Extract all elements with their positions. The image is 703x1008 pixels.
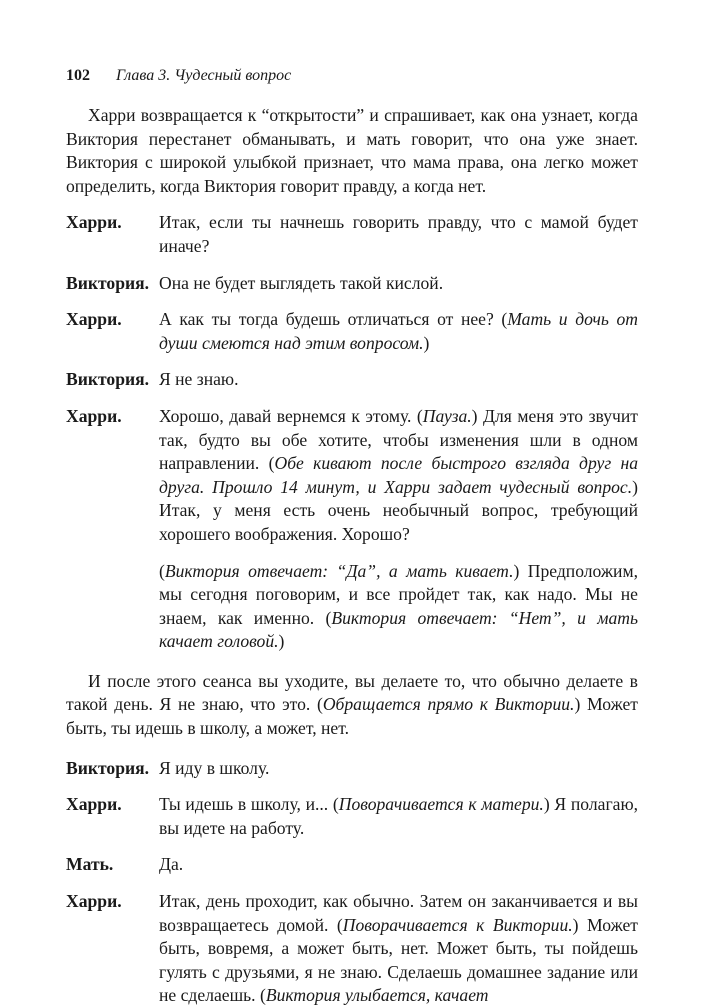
speaker-name: Харри. [66,405,122,426]
paragraph: И после этого сеанса вы уходите, вы делаете то, что обычно делаете в такой день. Я не знаю, что это. (Обращается прямо к Виктории.) Может быть, ты идешь в школу, а может, нет. [66,670,638,739]
dialogue-line [66,757,638,781]
dialogue-line [66,793,638,840]
dialogue-line [66,272,638,296]
stage-direction: Виктория отвечает: “Да”, а мать кивает. [164,560,514,581]
speaker-name: Виктория. [66,272,150,293]
stage-direction: Пауза. [422,405,472,426]
speech-text: Она не будет выглядеть такой кислой. [159,272,444,293]
dialogue-line [66,211,638,258]
stage-direction: Обе кивают после быстрого взгляда друг на друга. Прошло 14 минут, и Харри задает чудесный вопрос. [159,453,638,497]
stage-direction: Обращается прямо к Виктории. [322,694,575,715]
stage-direction: Мать и дочь от души смеются над этим вопросом. [159,309,638,353]
stage-direction: Поворачивается к матери. [338,794,544,815]
stage-direction: Виктория отвечает: “Нет”, и мать качает головой. [159,607,638,652]
speaker-name: Харри. [66,891,122,912]
paragraph: Харри возвращается к “открытости” и спрашивает, как она узнает, когда Виктория перестанет обманывать, и мать говорит, что она уже знает. Виктория с широкой улыбкой признает, что мама права, она легко может определить, когда Виктория говорит правду, а когда нет. [66,105,638,196]
dialogue-line [66,368,638,392]
speech-text: Да. [159,854,184,875]
page-content [66,104,638,1008]
stage-direction: Поворачивается к Виктории. [342,914,573,935]
speech-text: Итак, день проходит, как обычно. Затем он заканчивается и вы возвращаетесь домой. (Поворачивается к Виктории.) Может быть, вовремя, а может быть, нет. Может быть, ты пойдешь гулять с друзьями, я не знаю. Сделаешь домашнее задание или не сделаешь. (Виктория улыбается, качает [159,891,638,1006]
dialogue-line [66,405,638,547]
speech-text: А как ты тогда будешь отличаться от нее? (Мать и дочь от души смеются над этим вопросом.) [159,309,638,353]
speech-text: Итак, если ты начнешь говорить правду, что с мамой будет иначе? [159,212,638,256]
running-head [66,66,291,86]
speaker-name: Мать. [66,854,114,875]
speaker-name: Виктория. [66,757,150,778]
speaker-name: Виктория. [66,369,150,390]
dialogue-line [66,308,638,355]
chapter-title: Глава 3. Чудесный вопрос [116,67,292,84]
speaker-name: Харри. [66,212,122,233]
dialogue-line [66,853,638,877]
speech-text: Ты идешь в школу, и... (Поворачивается к матери.) Я полагаю, вы идете на работу. [159,794,639,838]
speaker-name: Харри. [66,794,122,815]
speech-continuation: (Виктория отвечает: “Да”, а мать кивает.) Предположим, мы сегодня поговорим, и все пройдет так, как надо. Мы не знаем, как именно. (Виктория отвечает: “Нет”, и мать качает головой.) [159,560,638,652]
page-number: 102 [66,67,90,84]
speech-text: Я иду в школу. [159,757,270,778]
dialogue-line [66,890,638,1008]
speech-text: Я не знаю. [159,369,239,390]
speaker-name: Харри. [66,309,122,330]
stage-direction: Виктория улыбается, качает [265,985,489,1006]
speech-text: Хорошо, давай вернемся к этому. (Пауза.) Для меня это звучит так, будто вы обе хотите, чтобы изменения шли в одном направлении. (Обе кивают после быстрого взгляда друг на друга. Прошло 14 минут, и Харри задает чудесный вопрос.) Итак, у меня есть очень необычный вопрос, требующий хорошего воображения. Хорошо? [159,405,638,544]
